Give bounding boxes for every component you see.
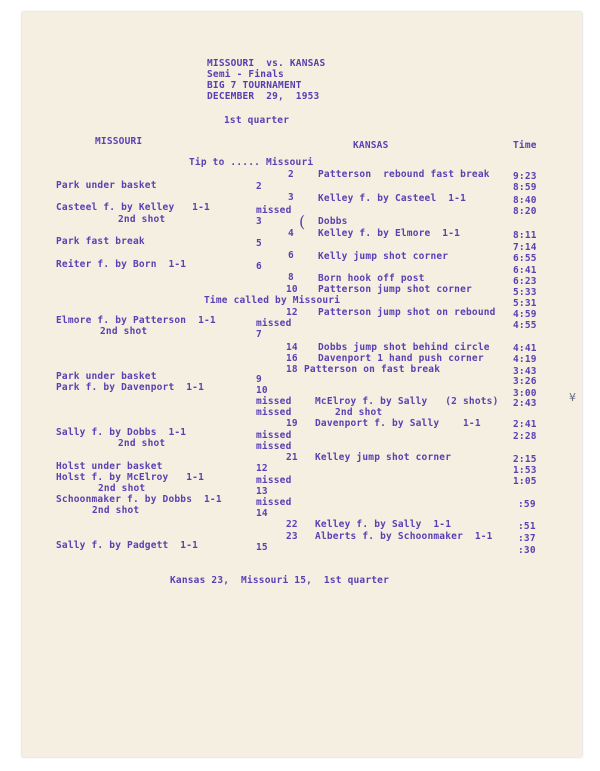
missouri-play: Park under basket <box>56 371 157 382</box>
missouri-score: missed <box>256 396 292 407</box>
time-value: 9:23 <box>513 171 537 182</box>
missouri-play: Holst under basket <box>56 461 163 472</box>
missouri-play: 2nd shot <box>98 483 146 494</box>
time-value: 1:53 <box>513 465 537 476</box>
column-heading-missouri: MISSOURI <box>95 136 143 147</box>
missouri-score: missed <box>256 205 292 216</box>
time-value: 2:41 <box>513 419 537 430</box>
missouri-score: 6 <box>256 261 262 272</box>
kansas-play: Patterson jump shot on rebound <box>318 307 496 318</box>
missouri-score: missed <box>256 430 292 441</box>
header-date: DECEMBER 29, 1953 <box>207 91 320 102</box>
missouri-score: missed <box>256 441 292 452</box>
missouri-play: Sally f. by Dobbs 1-1 <box>56 427 187 438</box>
missouri-play: Schoonmaker f. by Dobbs 1-1 <box>56 494 222 505</box>
kansas-score: 18 <box>286 364 298 375</box>
kansas-play: Kelley f. by Sally 1-1 <box>315 519 452 530</box>
missouri-score: missed <box>256 407 292 418</box>
kansas-play: Davenport 1 hand push corner <box>318 353 484 364</box>
kansas-play: Kelley f. by Casteel 1-1 <box>318 193 466 204</box>
missouri-play: Park under basket <box>56 180 157 191</box>
header-round: Semi - Finals <box>207 69 284 80</box>
missouri-play: Casteel f. by Kelley 1-1 <box>56 202 210 213</box>
time-value: :37 <box>518 533 536 544</box>
kansas-score: 6 <box>288 250 294 261</box>
kansas-score: 10 <box>286 284 298 295</box>
quarter-summary: Kansas 23, Missouri 15, 1st quarter <box>170 575 390 586</box>
kansas-score: 19 <box>286 418 298 429</box>
missouri-play: Park f. by Davenport 1-1 <box>56 382 204 393</box>
kansas-play: Dobbs jump shot behind circle <box>318 342 490 353</box>
kansas-play: Kelley jump shot corner <box>315 452 452 463</box>
time-value: 2:43 <box>513 398 537 409</box>
missouri-score: 10 <box>256 385 268 396</box>
missouri-play: Elmore f. by Patterson 1-1 <box>56 315 216 326</box>
handwritten-brace-mark: ( <box>299 212 306 231</box>
time-value: :30 <box>518 545 536 556</box>
missouri-play: 2nd shot <box>118 438 166 449</box>
kansas-play: Alberts f. by Schoonmaker 1-1 <box>315 531 493 542</box>
time-value: 4:59 <box>513 309 537 320</box>
missouri-score: missed <box>256 318 292 329</box>
kansas-play: 2nd shot <box>335 407 383 418</box>
time-value: 6:55 <box>513 253 537 264</box>
time-value: 8:20 <box>513 206 537 217</box>
kansas-score: 12 <box>286 307 298 318</box>
kansas-score: 2 <box>288 169 294 180</box>
time-value: 2:28 <box>513 431 537 442</box>
header-matchup: MISSOURI vs. KANSAS <box>207 58 326 69</box>
kansas-play: McElroy f. by Sally (2 shots) <box>315 396 499 407</box>
missouri-score: missed <box>256 475 292 486</box>
time-value: 4:41 <box>513 343 537 354</box>
time-value: :51 <box>518 521 536 532</box>
time-value: 6:41 <box>513 265 537 276</box>
kansas-correction-note: Dobbs <box>318 216 348 227</box>
header-tournament: BIG 7 TOURNAMENT <box>207 80 302 91</box>
kansas-score: 22 <box>286 519 298 530</box>
time-value: 3:43 <box>513 366 537 377</box>
kansas-play: Kelly jump shot corner <box>318 251 449 262</box>
missouri-play: Holst f. by McElroy 1-1 <box>56 472 204 483</box>
kansas-play: Patterson rebound fast break <box>318 169 490 180</box>
time-value: 4:19 <box>513 354 537 365</box>
time-value: 8:40 <box>513 195 537 206</box>
kansas-score: 16 <box>286 353 298 364</box>
missouri-score: missed <box>256 497 292 508</box>
missouri-score: 2 <box>256 181 262 192</box>
time-value: 2:15 <box>513 454 537 465</box>
time-value: 5:33 <box>513 287 537 298</box>
kansas-score: 23 <box>286 531 298 542</box>
kansas-score: 8 <box>288 272 294 283</box>
time-value: :59 <box>518 499 536 510</box>
missouri-play: Park fast break <box>56 236 145 247</box>
missouri-score: 7 <box>256 329 262 340</box>
missouri-play: 2nd shot <box>118 214 166 225</box>
kansas-play: Kelley f. by Elmore 1-1 <box>318 228 461 239</box>
missouri-score: 3 <box>256 216 262 227</box>
column-heading-kansas: KANSAS <box>353 140 389 151</box>
missouri-score: 13 <box>256 486 268 497</box>
time-value: 8:11 <box>513 230 537 241</box>
missouri-score: 15 <box>256 542 268 553</box>
column-heading-time: Time <box>513 140 537 151</box>
quarter-label: 1st quarter <box>224 115 290 126</box>
kansas-play: Born hook off post <box>318 273 425 284</box>
missouri-score: 12 <box>256 463 268 474</box>
margin-pencil-mark: ¥ <box>569 391 576 404</box>
tip-off-line: Tip to ..... Missouri <box>189 157 314 168</box>
time-value: 4:55 <box>513 320 537 331</box>
kansas-score: 14 <box>286 342 298 353</box>
kansas-score: 4 <box>288 228 294 239</box>
missouri-score: 5 <box>256 238 262 249</box>
missouri-play: Sally f. by Padgett 1-1 <box>56 540 199 551</box>
kansas-score: 21 <box>286 452 298 463</box>
time-value: 7:14 <box>513 242 537 253</box>
time-value: 3:26 <box>513 376 537 387</box>
kansas-play: Patterson on fast break <box>304 364 441 375</box>
time-value: 1:05 <box>513 476 537 487</box>
time-value: 3:00 <box>513 388 537 399</box>
time-value: 5:31 <box>513 298 537 309</box>
kansas-score: 3 <box>288 192 294 203</box>
time-value: 8:59 <box>513 182 537 193</box>
missouri-score: 9 <box>256 374 262 385</box>
missouri-play: Reiter f. by Born 1-1 <box>56 259 187 270</box>
timeout-note: Time called by Missouri <box>204 295 341 306</box>
kansas-play: Davenport f. by Sally 1-1 <box>315 418 481 429</box>
kansas-play: Patterson jump shot corner <box>318 284 472 295</box>
missouri-score: 14 <box>256 508 268 519</box>
missouri-play: 2nd shot <box>92 505 140 516</box>
missouri-play: 2nd shot <box>100 326 148 337</box>
time-value: 6:23 <box>513 276 537 287</box>
